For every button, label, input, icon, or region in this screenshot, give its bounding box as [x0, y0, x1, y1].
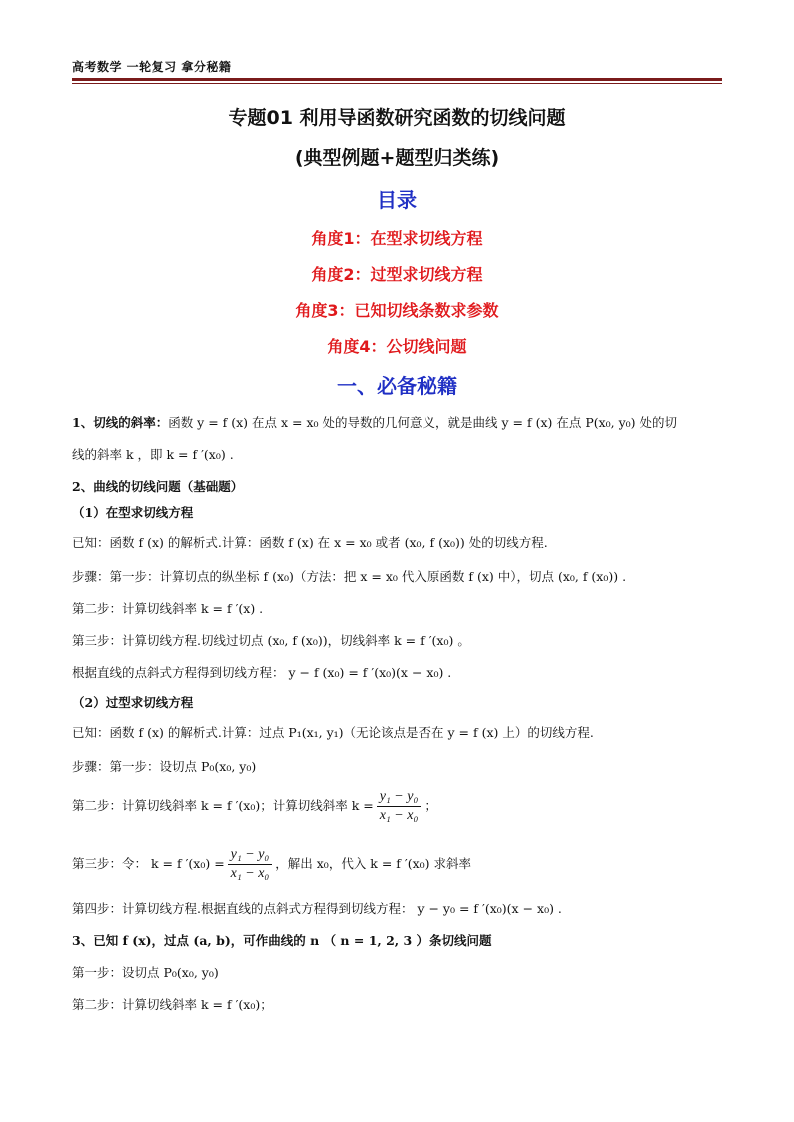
text-line: 步骤：第一步：设切点 P₀(x₀, y₀)	[72, 759, 257, 774]
fraction-numerator: y₁ − y₀	[377, 788, 422, 807]
slope-fraction	[228, 846, 273, 883]
text-line: 第一步：设切点 P₀(x₀, y₀)	[72, 965, 219, 980]
subsection-label-2: （2）过型求切线方程	[72, 695, 194, 710]
text-line: 第二步：计算切线斜率 k = f ′(x₀)；	[72, 997, 273, 1012]
page-title: 专题01 利用导函数研究函数的切线问题	[228, 107, 566, 129]
text-segment: ，解出 x₀，代入 k = f ′(x₀) 求斜率	[275, 856, 472, 871]
text-segment: ；	[424, 798, 437, 813]
text-line: 第四步：计算切线方程.根据直线的点斜式方程得到切线方程： y − y₀ = f ′(x₀)(x − x₀) .	[72, 901, 562, 916]
paragraph-text: 函数 y = f (x) 在点 x = x₀ 处的导数的几何意义，就是曲线 y = f (x) 在点 P(x₀, y₀) 处的切	[168, 415, 678, 430]
paragraph-slope	[72, 414, 724, 432]
toc-heading: 目录	[377, 188, 417, 212]
text-line: 根据直线的点斜式方程得到切线方程： y − f (x₀) = f ′(x₀)(x − x₀) .	[72, 665, 452, 680]
text-segment: 第三步：令： k = f ′(x₀) =	[72, 856, 225, 871]
text-line: 已知：函数 f (x) 的解析式.计算：函数 f (x) 在 x = x₀ 或者 (x₀, f (x₀)) 处的切线方程.	[72, 535, 548, 550]
fraction-denominator: x₁ − x₀	[230, 866, 270, 881]
header-rule	[72, 78, 722, 81]
toc-item-2[interactable]: 角度2：过型求切线方程	[311, 265, 483, 284]
header-text: 高考数学 一轮复习 拿分秘籍	[72, 60, 232, 74]
header-rule-thin	[72, 83, 722, 84]
text-line: 第二步：计算切线斜率 k = f ′(x) .	[72, 601, 264, 616]
paragraph-label-3: 3、已知 f (x)，过点 (a, b)，可作曲线的 n （ n = 1, 2, 3 ）条切线问题	[72, 933, 492, 948]
toc-item-4[interactable]: 角度4：公切线问题	[327, 337, 467, 356]
paragraph-label: 1、切线的斜率：	[72, 415, 169, 430]
fraction-numerator: y₁ − y₀	[228, 846, 273, 865]
slope-fraction	[377, 788, 422, 825]
text-segment: 第二步：计算切线斜率 k = f ′(x₀)；计算切线斜率 k =	[72, 798, 374, 813]
toc-item-3[interactable]: 角度3：已知切线条数求参数	[295, 301, 499, 320]
toc-item-1[interactable]: 角度1：在型求切线方程	[311, 229, 483, 248]
text-line: 已知：函数 f (x) 的解析式.计算：过点 P₁(x₁, y₁)（无论该点是否在 y = f (x) 上）的切线方程.	[72, 725, 594, 740]
text-line: 步骤：第一步：计算切点的纵坐标 f (x₀)（方法：把 x = x₀ 代入原函数 f (x) 中），切点 (x₀, f (x₀)) .	[72, 569, 627, 584]
paragraph-text-cont: 线的斜率 k ，即 k = f ′(x₀) .	[72, 447, 234, 462]
text-line-fraction	[72, 846, 724, 890]
page-subtitle: (典型例题+题型归类练)	[294, 147, 500, 169]
fraction-denominator: x₁ − x₀	[379, 808, 419, 823]
text-line-fraction	[72, 788, 724, 832]
text-line: 第三步：计算切线方程.切线过切点 (x₀, f (x₀))，切线斜率 k = f ′(x₀) 。	[72, 633, 470, 648]
subsection-label-1: （1）在型求切线方程	[72, 505, 194, 520]
section-heading: 一、必备秘籍	[337, 374, 457, 398]
paragraph-label-2: 2、曲线的切线问题（基础题）	[72, 479, 244, 494]
